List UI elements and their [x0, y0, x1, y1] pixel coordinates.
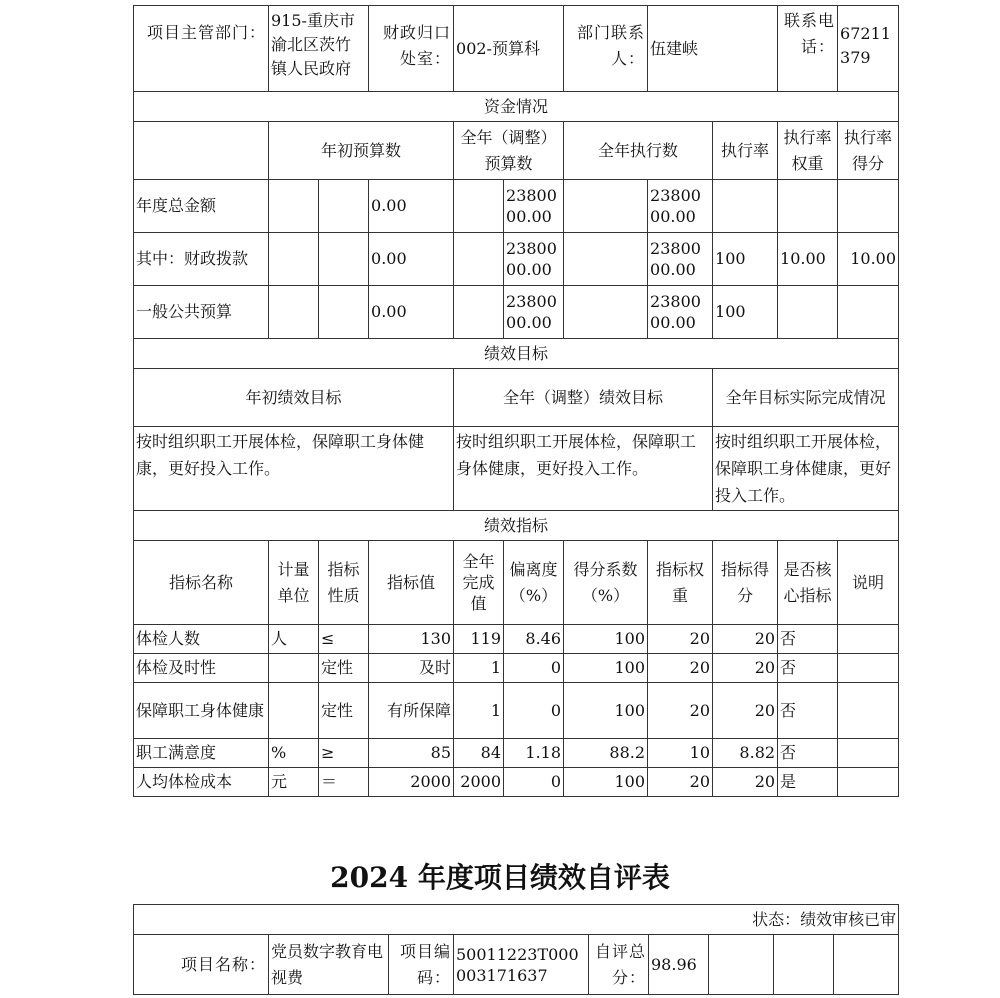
actual-goal-text: 按时组织职工开展体检，保障职工身体健康，更好投入工作。	[713, 427, 899, 511]
fund-name: 一般公共预算	[134, 286, 269, 339]
indicator-row	[134, 768, 899, 797]
indicator-nature: ＝	[319, 768, 369, 797]
col-unit: 计量单位	[269, 541, 319, 625]
indicator-deviation: 0	[504, 654, 564, 683]
indicator-done: 119	[454, 625, 504, 654]
indicator-coefficient: 100	[564, 654, 648, 683]
fund-adjusted: 2380000.00	[504, 286, 564, 339]
indicator-deviation: 0	[504, 768, 564, 797]
indicator-row	[134, 739, 899, 768]
indicator-score: 20	[713, 654, 778, 683]
funds-corner	[134, 122, 269, 180]
indicator-value: 有所保障	[369, 683, 454, 739]
col-completed-value: 全年完成值	[454, 541, 504, 625]
indicator-deviation: 1.18	[504, 739, 564, 768]
indicator-name: 体检人数	[134, 625, 269, 654]
initial-goal-text: 按时组织职工开展体检，保障职工身体健康，更好投入工作。	[134, 427, 454, 511]
dept-value: 915-重庆市渝北区茨竹镇人民政府	[269, 6, 369, 92]
project-name-label: 项目名称：	[134, 935, 269, 995]
col-executed: 全年执行数	[564, 122, 713, 180]
indicator-coefficient: 100	[564, 683, 648, 739]
adjusted-goal-text: 按时组织职工开展体检，保障职工身体健康，更好投入工作。	[454, 427, 713, 511]
indicator-done: 1	[454, 654, 504, 683]
col-actual-completion: 全年目标实际完成情况	[713, 369, 899, 427]
goals-row	[134, 427, 899, 511]
next-form-title: 2024 年度项目绩效自评表	[330, 861, 670, 894]
col-weight: 指标权重	[648, 541, 713, 625]
indicator-coefficient: 88.2	[564, 739, 648, 768]
fund-adjusted: 2380000.00	[504, 180, 564, 233]
indicator-name: 职工满意度	[134, 739, 269, 768]
col-rate-score: 执行率得分	[838, 122, 899, 180]
col-initial-budget: 年初预算数	[269, 122, 454, 180]
indicator-nature: ≥	[319, 739, 369, 768]
col-core: 是否核心指标	[778, 541, 838, 625]
indicator-weight: 10	[648, 739, 713, 768]
indicator-value: 85	[369, 739, 454, 768]
indicator-core: 是	[778, 768, 838, 797]
indicators-header-row	[134, 541, 899, 625]
indicator-nature: ≤	[319, 625, 369, 654]
col-target-value: 指标值	[369, 541, 454, 625]
indicator-nature: 定性	[319, 654, 369, 683]
next-form-table	[133, 904, 899, 995]
fund-initial: 0.00	[369, 180, 454, 233]
total-score-value: 98.96	[649, 935, 709, 995]
fund-weight: 10.00	[778, 233, 838, 286]
indicator-score: 20	[713, 768, 778, 797]
funds-row	[134, 233, 899, 286]
funds-row	[134, 286, 899, 339]
project-code-label: 项目编码：	[389, 935, 454, 995]
indicator-row	[134, 683, 899, 739]
indicator-weight: 20	[648, 654, 713, 683]
indicator-note	[838, 625, 899, 654]
col-coefficient: 得分系数（%）	[564, 541, 648, 625]
indicator-unit: %	[269, 739, 319, 768]
fund-executed: 2380000.00	[648, 233, 713, 286]
indicator-name: 体检及时性	[134, 654, 269, 683]
indicator-nature: 定性	[319, 683, 369, 739]
indicator-unit	[269, 683, 319, 739]
fund-rate: 100	[713, 233, 778, 286]
col-indicator-name: 指标名称	[134, 541, 269, 625]
indicator-weight: 20	[648, 683, 713, 739]
project-name-value: 党员数字教育电视费	[269, 935, 389, 995]
fund-initial: 0.00	[369, 286, 454, 339]
total-score-label: 自评总分：	[589, 935, 649, 995]
next-form-info-row	[134, 935, 899, 995]
col-adjusted-budget: 全年（调整）预算数	[454, 122, 564, 180]
indicator-core: 否	[778, 654, 838, 683]
funds-header-row	[134, 122, 899, 180]
indicator-value: 2000	[369, 768, 454, 797]
indicator-core: 否	[778, 683, 838, 739]
phone-label: 联系电话：	[778, 6, 838, 92]
indicator-done: 2000	[454, 768, 504, 797]
indicator-weight: 20	[648, 768, 713, 797]
phone-value: 67211379	[838, 6, 899, 92]
fund-executed: 2380000.00	[648, 180, 713, 233]
indicator-done: 84	[454, 739, 504, 768]
indicator-score: 20	[713, 683, 778, 739]
header-row	[134, 6, 899, 92]
finance-label: 财政归口处室：	[369, 6, 454, 92]
fund-name: 年度总金额	[134, 180, 269, 233]
dept-label: 项目主管部门：	[134, 6, 269, 92]
indicator-score: 20	[713, 625, 778, 654]
fund-score	[838, 180, 899, 233]
finance-value: 002-预算科	[454, 6, 564, 92]
fund-name: 其中：财政拨款	[134, 233, 269, 286]
indicator-name: 人均体检成本	[134, 768, 269, 797]
fund-rate: 100	[713, 286, 778, 339]
contact-value: 伍建峡	[648, 6, 778, 92]
goals-section-title: 绩效目标	[134, 339, 899, 369]
indicator-core: 否	[778, 739, 838, 768]
indicator-unit: 人	[269, 625, 319, 654]
indicator-name: 保障职工身体健康	[134, 683, 269, 739]
project-code-value: 50011223T000003171637	[454, 935, 589, 995]
indicator-value: 及时	[369, 654, 454, 683]
fund-executed: 2380000.00	[648, 286, 713, 339]
col-score: 指标得分	[713, 541, 778, 625]
indicator-coefficient: 100	[564, 768, 648, 797]
fund-rate	[713, 180, 778, 233]
fund-score	[838, 286, 899, 339]
col-exec-rate: 执行率	[713, 122, 778, 180]
indicator-score: 8.82	[713, 739, 778, 768]
contact-label: 部门联系人：	[564, 6, 648, 92]
indicator-deviation: 0	[504, 683, 564, 739]
col-note: 说明	[838, 541, 899, 625]
indicator-row	[134, 654, 899, 683]
fund-initial: 0.00	[369, 233, 454, 286]
indicator-unit: 元	[269, 768, 319, 797]
indicator-done: 1	[454, 683, 504, 739]
indicator-value: 130	[369, 625, 454, 654]
indicator-note	[838, 739, 899, 768]
indicator-row	[134, 625, 899, 654]
fund-adjusted: 2380000.00	[504, 233, 564, 286]
indicator-deviation: 8.46	[504, 625, 564, 654]
fund-weight	[778, 286, 838, 339]
funds-section-title: 资金情况	[134, 92, 899, 122]
goals-header-row	[134, 369, 899, 427]
funds-row	[134, 180, 899, 233]
col-nature: 指标性质	[319, 541, 369, 625]
indicator-unit	[269, 654, 319, 683]
fund-weight	[778, 180, 838, 233]
indicator-note	[838, 683, 899, 739]
fund-score: 10.00	[838, 233, 899, 286]
indicator-note	[838, 768, 899, 797]
col-initial-goal: 年初绩效目标	[134, 369, 454, 427]
indicator-coefficient: 100	[564, 625, 648, 654]
indicator-core: 否	[778, 625, 838, 654]
col-rate-weight: 执行率权重	[778, 122, 838, 180]
status-text: 状态：绩效审核已审	[134, 905, 899, 935]
indicator-note	[838, 654, 899, 683]
indicator-weight: 20	[648, 625, 713, 654]
col-adjusted-goal: 全年（调整）绩效目标	[454, 369, 713, 427]
col-deviation: 偏离度（%）	[504, 541, 564, 625]
performance-table	[133, 5, 899, 797]
indicators-section-title: 绩效指标	[134, 511, 899, 541]
